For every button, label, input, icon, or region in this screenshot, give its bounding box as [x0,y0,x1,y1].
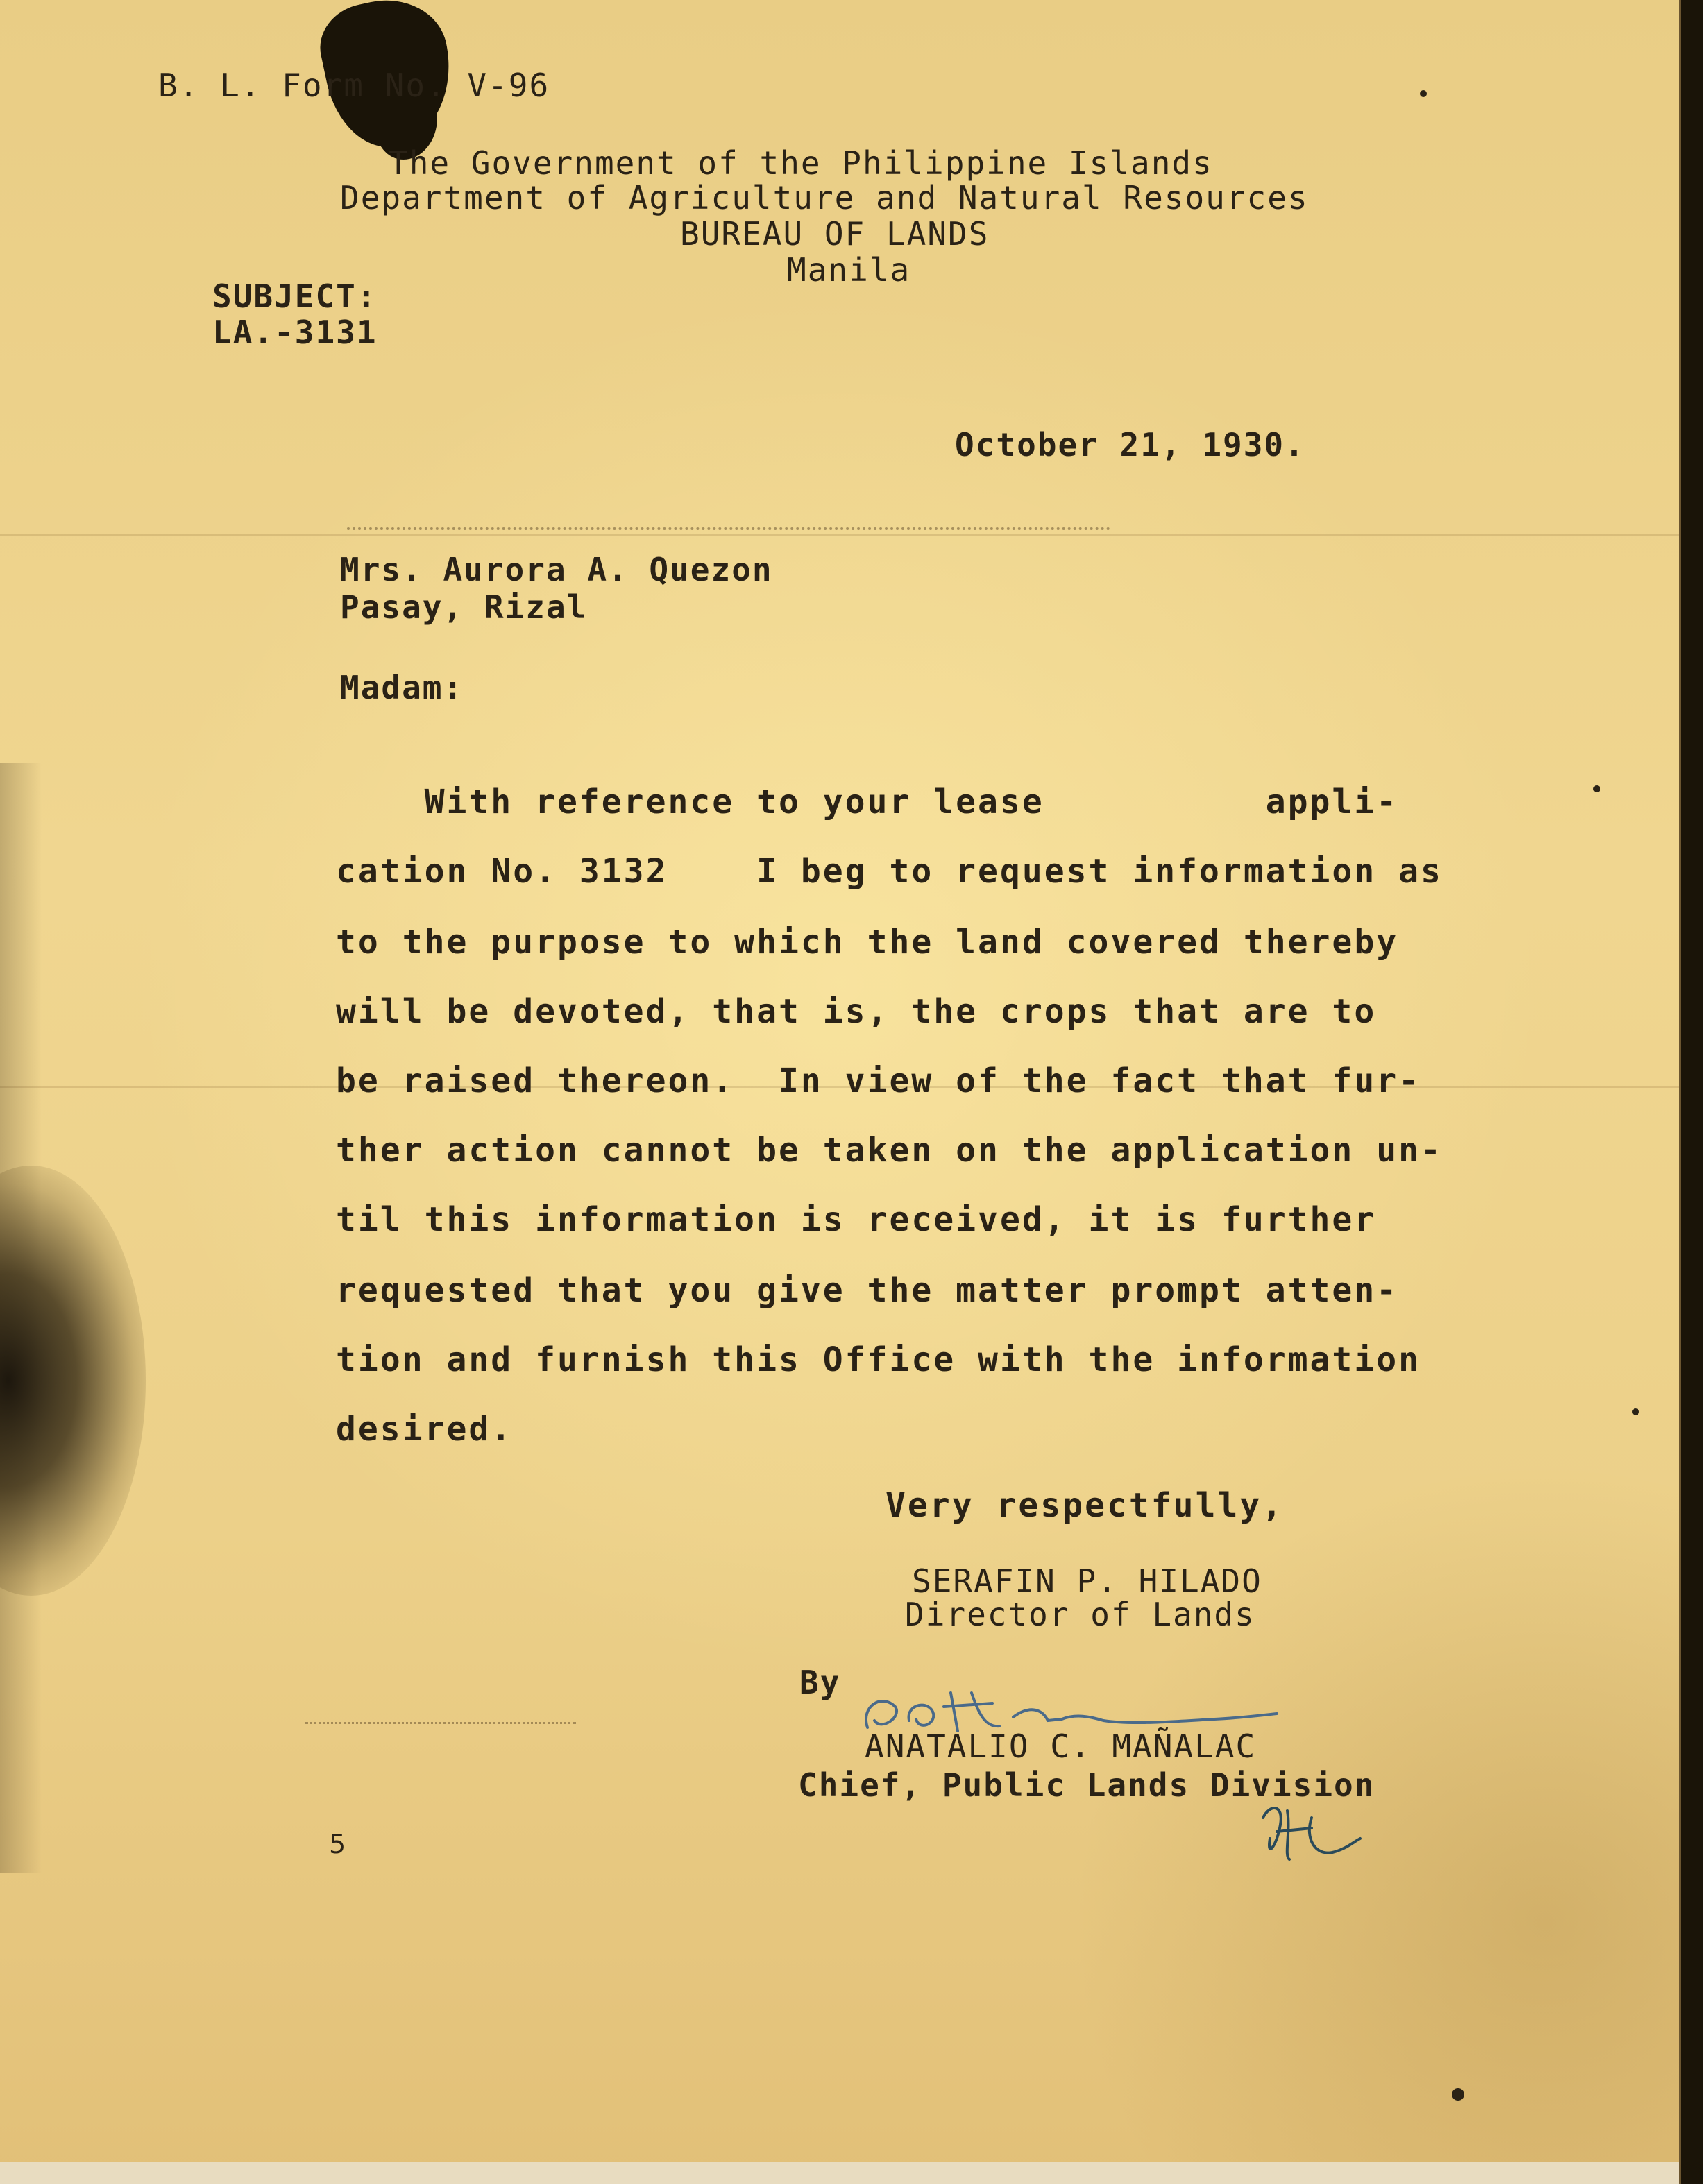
recipient-name: Mrs. Aurora A. Quezon [340,551,773,588]
ink-speck [1452,2088,1464,2101]
handwritten-initials [1249,1790,1374,1873]
letterhead-bureau: BUREAU OF LANDS [680,215,990,253]
ink-speck [1593,785,1600,792]
body-line: requested that you give the matter prompt atten- [336,1271,1399,1310]
paper-fold-line [0,534,1679,536]
form-number: B. L. Form No. V-96 [158,67,550,104]
body-line: cation No. 3132 I beg to request information as [336,852,1443,891]
body-line: will be devoted, that is, the crops that are to [336,992,1377,1031]
body-line: ther action cannot be taken on the application un- [336,1131,1443,1170]
closing: Very respectfully, [886,1486,1285,1525]
signatory-name: SERAFIN P. HILADO [912,1562,1262,1600]
page-number: 5 [329,1829,346,1859]
salutation: Madam: [340,669,464,706]
body-line: til this information is received, it is further [336,1200,1377,1239]
signatory-title: Director of Lands [905,1596,1255,1633]
ink-speck [1632,1408,1639,1415]
faint-ruling [347,527,1110,530]
letterhead-city: Manila [787,251,911,289]
letter-date: October 21, 1930. [955,426,1305,463]
agent-title: Chief, Public Lands Division [798,1766,1375,1804]
body-line: With reference to your lease appli- [336,783,1399,821]
subject-reference: LA.-3131 [212,314,378,351]
body-line: tion and furnish this Office with the information [336,1340,1421,1379]
agent-name: ANATALIO C. MAÑALAC [865,1727,1257,1765]
body-line: desired. [336,1410,514,1449]
letterhead-department: Department of Agriculture and Natural Resources [340,179,1309,216]
ink-stain [0,1166,146,1596]
body-line: to the purpose to which the land covered thereby [336,923,1399,962]
ink-speck [1420,90,1427,97]
subject-label: SUBJECT: [212,278,378,315]
faint-dots [305,1722,576,1724]
letterhead-government: The Government of the Philippine Islands [389,144,1213,182]
by-label: By [799,1664,841,1701]
body-line: be raised thereon. In view of the fact that fur- [336,1061,1421,1100]
scan-footer-strip [0,2162,1679,2184]
recipient-address: Pasay, Rizal [340,588,588,626]
